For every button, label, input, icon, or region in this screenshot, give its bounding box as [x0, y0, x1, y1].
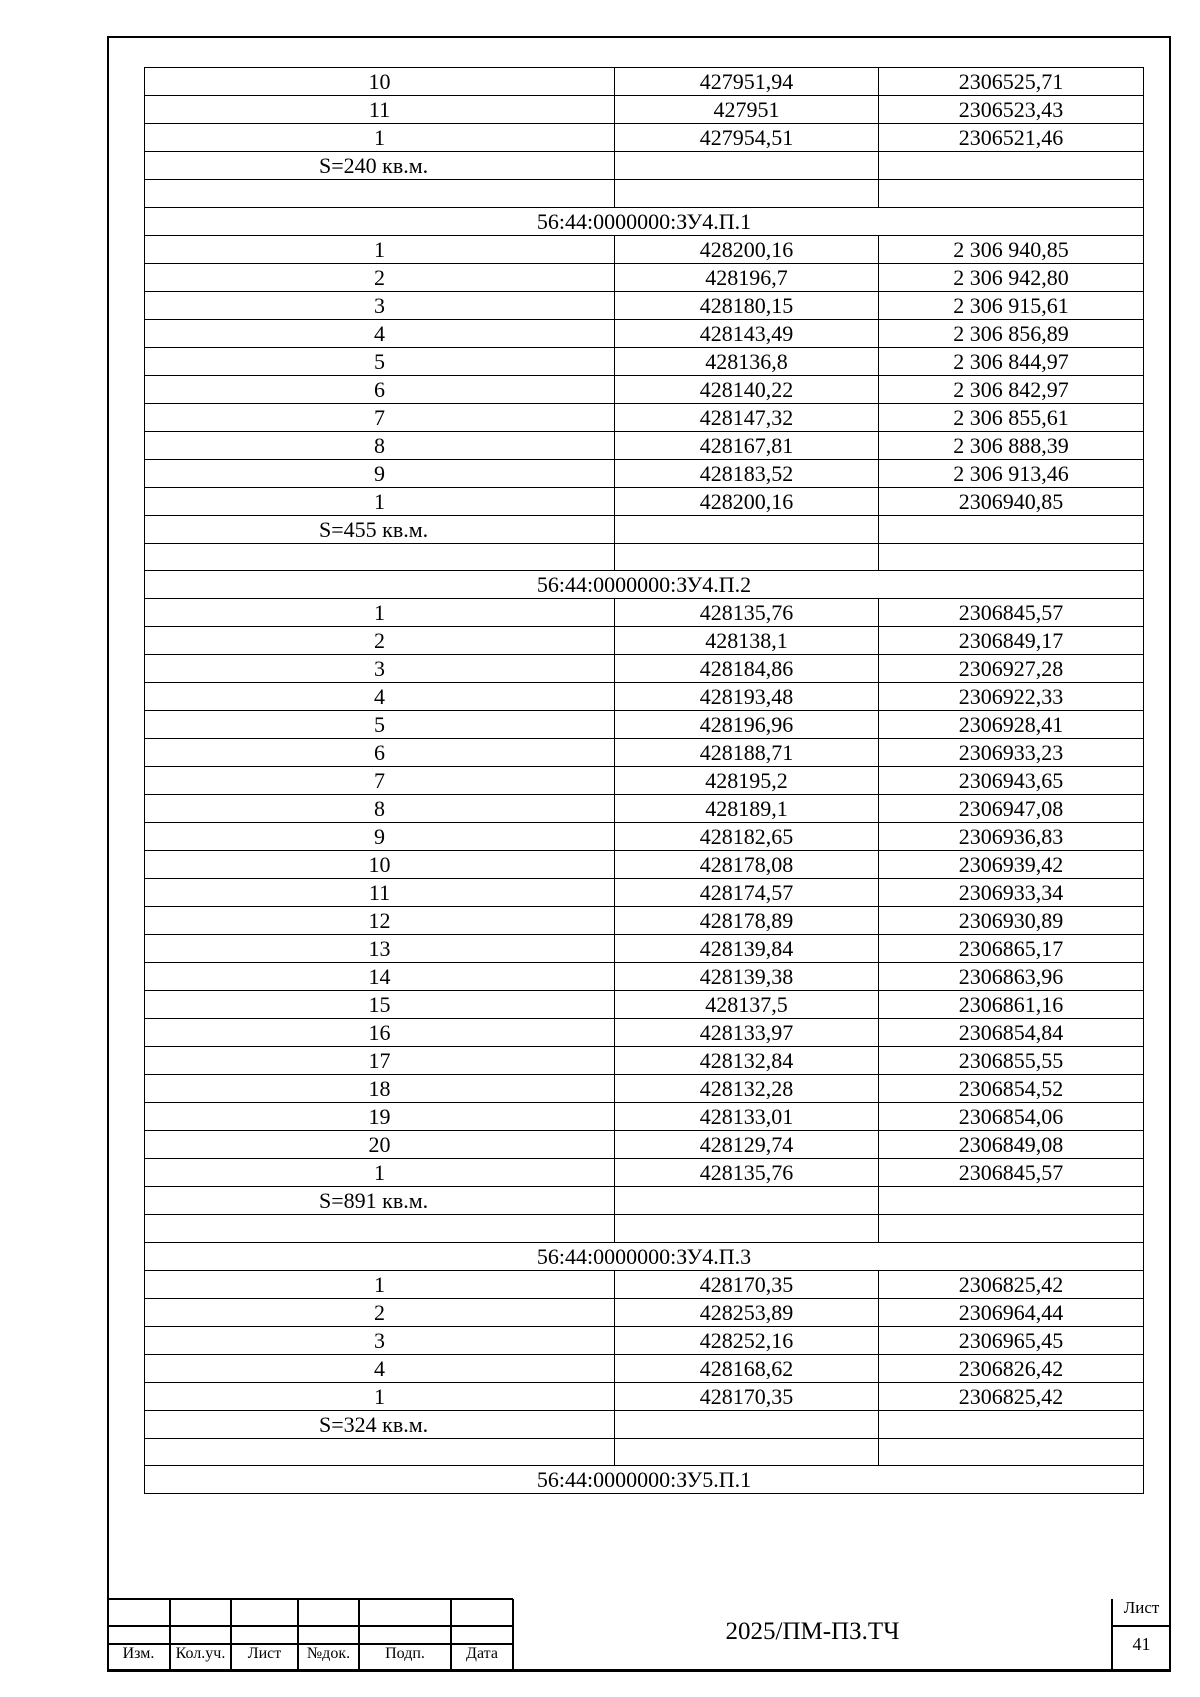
y-coordinate-cell: 2 306 842,97 [879, 375, 1144, 403]
point-number-cell: 7 [145, 403, 615, 431]
empty-cell [879, 1187, 1144, 1215]
empty-cell [879, 515, 1144, 543]
y-coordinate-cell: 2306936,83 [879, 823, 1144, 851]
point-number-cell: 9 [145, 459, 615, 487]
empty-cell [879, 1215, 1144, 1243]
y-coordinate-cell: 2 306 844,97 [879, 347, 1144, 375]
x-coordinate-cell: 427951,94 [615, 68, 879, 96]
y-coordinate-cell: 2306927,28 [879, 655, 1144, 683]
table-row [145, 1047, 1144, 1075]
y-coordinate-cell: 2306855,55 [879, 1047, 1144, 1075]
x-coordinate-cell: 428195,2 [615, 767, 879, 795]
empty-cell [615, 515, 879, 543]
point-number-cell: 8 [145, 431, 615, 459]
x-coordinate-cell: 428133,97 [615, 1019, 879, 1047]
table-row [145, 263, 1144, 291]
table-row [145, 935, 1144, 963]
table-row [145, 375, 1144, 403]
stamp-kol-uch-label: Кол.уч. [175, 1645, 226, 1662]
table-row [145, 1019, 1144, 1047]
table-row [145, 1103, 1144, 1131]
table-row [145, 431, 1144, 459]
stamp-data-label: Дата [466, 1645, 498, 1662]
y-coordinate-cell: 2306845,57 [879, 1159, 1144, 1187]
x-coordinate-cell: 428170,35 [615, 1270, 879, 1298]
y-coordinate-cell: 2306825,42 [879, 1382, 1144, 1410]
table-row [145, 739, 1144, 767]
x-coordinate-cell: 428189,1 [615, 795, 879, 823]
document-code: 2025/ПМ-ПЗ.ТЧ [725, 1618, 900, 1645]
point-number-cell: 6 [145, 375, 615, 403]
table-row [145, 851, 1144, 879]
empty-cell [615, 1438, 879, 1466]
x-coordinate-cell: 428170,35 [615, 1382, 879, 1410]
stamp-list-label: Лист [247, 1645, 282, 1662]
x-coordinate-cell: 428138,1 [615, 627, 879, 655]
table-row [145, 823, 1144, 851]
table-row [145, 487, 1144, 515]
area-row [145, 515, 1144, 543]
table-row [145, 68, 1144, 96]
area-row [145, 152, 1144, 180]
x-coordinate-cell: 428136,8 [615, 347, 879, 375]
parcel-id-header: 56:44:0000000:ЗУ4.П.2 [145, 571, 1144, 599]
empty-cell [879, 180, 1144, 208]
section-header-row [145, 571, 1144, 599]
empty-cell [615, 1187, 879, 1215]
x-coordinate-cell: 428140,22 [615, 375, 879, 403]
empty-cell [615, 1410, 879, 1438]
point-number-cell: 20 [145, 1131, 615, 1159]
table-row [145, 711, 1144, 739]
point-number-cell: 4 [145, 683, 615, 711]
point-number-cell: 9 [145, 823, 615, 851]
blank-row [145, 1438, 1144, 1466]
x-coordinate-cell: 428135,76 [615, 1159, 879, 1187]
x-coordinate-cell: 428184,86 [615, 655, 879, 683]
empty-cell [879, 1410, 1144, 1438]
x-coordinate-cell: 428252,16 [615, 1326, 879, 1354]
table-row [145, 347, 1144, 375]
x-coordinate-cell: 428139,84 [615, 935, 879, 963]
point-number-cell: 7 [145, 767, 615, 795]
stamp-izm-label: Изм. [122, 1645, 155, 1662]
x-coordinate-cell: 427951 [615, 96, 879, 124]
empty-cell [879, 152, 1144, 180]
x-coordinate-cell: 428147,32 [615, 403, 879, 431]
x-coordinate-cell: 428168,62 [615, 1354, 879, 1382]
area-row [145, 1187, 1144, 1215]
x-coordinate-cell: 428137,5 [615, 991, 879, 1019]
table-row [145, 907, 1144, 935]
empty-cell [145, 1215, 615, 1243]
stamp-podp-label: Подп. [385, 1645, 425, 1662]
table-row [145, 991, 1144, 1019]
table-row [145, 767, 1144, 795]
table-row [145, 1354, 1144, 1382]
x-coordinate-cell: 428143,49 [615, 319, 879, 347]
y-coordinate-cell: 2306854,84 [879, 1019, 1144, 1047]
y-coordinate-cell: 2306521,46 [879, 124, 1144, 152]
x-coordinate-cell: 428183,52 [615, 459, 879, 487]
x-coordinate-cell: 428200,16 [615, 487, 879, 515]
point-number-cell: 17 [145, 1047, 615, 1075]
empty-cell [145, 1438, 615, 1466]
point-number-cell: 1 [145, 1159, 615, 1187]
y-coordinate-cell: 2306845,57 [879, 599, 1144, 627]
point-number-cell: 2 [145, 1298, 615, 1326]
table-row [145, 683, 1144, 711]
y-coordinate-cell: 2306861,16 [879, 991, 1144, 1019]
x-coordinate-cell: 428196,7 [615, 263, 879, 291]
table-row [145, 1159, 1144, 1187]
empty-cell [879, 1438, 1144, 1466]
x-coordinate-cell: 428129,74 [615, 1131, 879, 1159]
table-row [145, 96, 1144, 124]
y-coordinate-cell: 2306525,71 [879, 68, 1144, 96]
empty-cell [615, 152, 879, 180]
point-number-cell: 14 [145, 963, 615, 991]
table-row [145, 655, 1144, 683]
sheet-label: Лист [1123, 1598, 1160, 1617]
y-coordinate-cell: 2306933,34 [879, 879, 1144, 907]
x-coordinate-cell: 428139,38 [615, 963, 879, 991]
empty-cell [145, 180, 615, 208]
point-number-cell: 4 [145, 1354, 615, 1382]
table-row [145, 403, 1144, 431]
point-number-cell: 5 [145, 711, 615, 739]
y-coordinate-cell: 2 306 942,80 [879, 263, 1144, 291]
y-coordinate-cell: 2306825,42 [879, 1270, 1144, 1298]
area-cell: S=240 кв.м. [145, 152, 615, 180]
y-coordinate-cell: 2306863,96 [879, 963, 1144, 991]
point-number-cell: 5 [145, 347, 615, 375]
x-coordinate-cell: 428182,65 [615, 823, 879, 851]
y-coordinate-cell: 2 306 915,61 [879, 291, 1144, 319]
point-number-cell: 1 [145, 599, 615, 627]
x-coordinate-cell: 428196,96 [615, 711, 879, 739]
x-coordinate-cell: 428133,01 [615, 1103, 879, 1131]
point-number-cell: 1 [145, 1270, 615, 1298]
parcel-id-header: 56:44:0000000:ЗУ4.П.1 [145, 207, 1144, 235]
y-coordinate-cell: 2306865,17 [879, 935, 1144, 963]
x-coordinate-cell: 428253,89 [615, 1298, 879, 1326]
y-coordinate-cell: 2306854,06 [879, 1103, 1144, 1131]
coordinates-table [144, 67, 1144, 1494]
table-row [145, 124, 1144, 152]
point-number-cell: 1 [145, 124, 615, 152]
parcel-id-header: 56:44:0000000:ЗУ4.П.3 [145, 1242, 1144, 1270]
point-number-cell: 18 [145, 1075, 615, 1103]
point-number-cell: 10 [145, 851, 615, 879]
y-coordinate-cell: 2306965,45 [879, 1326, 1144, 1354]
y-coordinate-cell: 2306964,44 [879, 1298, 1144, 1326]
y-coordinate-cell: 2306930,89 [879, 907, 1144, 935]
point-number-cell: 1 [145, 487, 615, 515]
point-number-cell: 1 [145, 1382, 615, 1410]
table-row [145, 459, 1144, 487]
x-coordinate-cell: 428167,81 [615, 431, 879, 459]
y-coordinate-cell: 2306933,23 [879, 739, 1144, 767]
y-coordinate-cell: 2306849,17 [879, 627, 1144, 655]
y-coordinate-cell: 2306849,08 [879, 1131, 1144, 1159]
y-coordinate-cell: 2306939,42 [879, 851, 1144, 879]
y-coordinate-cell: 2306928,41 [879, 711, 1144, 739]
point-number-cell: 6 [145, 739, 615, 767]
table-row [145, 291, 1144, 319]
parcel-id-header: 56:44:0000000:ЗУ5.П.1 [145, 1466, 1144, 1494]
x-coordinate-cell: 428174,57 [615, 879, 879, 907]
table-row [145, 963, 1144, 991]
section-header-row [145, 1466, 1144, 1494]
x-coordinate-cell: 428132,28 [615, 1075, 879, 1103]
table-row [145, 1075, 1144, 1103]
y-coordinate-cell: 2306922,33 [879, 683, 1144, 711]
point-number-cell: 10 [145, 68, 615, 96]
blank-row [145, 543, 1144, 571]
area-cell: S=324 кв.м. [145, 1410, 615, 1438]
point-number-cell: 2 [145, 263, 615, 291]
x-coordinate-cell: 428193,48 [615, 683, 879, 711]
table-row [145, 1270, 1144, 1298]
section-header-row [145, 1242, 1144, 1270]
empty-cell [615, 180, 879, 208]
y-coordinate-cell: 2306523,43 [879, 96, 1144, 124]
area-row [145, 1410, 1144, 1438]
x-coordinate-cell: 428178,08 [615, 851, 879, 879]
y-coordinate-cell: 2306826,42 [879, 1354, 1144, 1382]
empty-cell [145, 543, 615, 571]
point-number-cell: 4 [145, 319, 615, 347]
point-number-cell: 16 [145, 1019, 615, 1047]
point-number-cell: 2 [145, 627, 615, 655]
table-row [145, 1131, 1144, 1159]
x-coordinate-cell: 428188,71 [615, 739, 879, 767]
y-coordinate-cell: 2 306 940,85 [879, 235, 1144, 263]
table-row [145, 627, 1144, 655]
table-row [145, 795, 1144, 823]
point-number-cell: 3 [145, 291, 615, 319]
y-coordinate-cell: 2 306 888,39 [879, 431, 1144, 459]
y-coordinate-cell: 2306943,65 [879, 767, 1144, 795]
x-coordinate-cell: 428180,15 [615, 291, 879, 319]
table-row [145, 319, 1144, 347]
x-coordinate-cell: 428135,76 [615, 599, 879, 627]
empty-cell [879, 543, 1144, 571]
area-cell: S=455 кв.м. [145, 515, 615, 543]
table-row [145, 1326, 1144, 1354]
y-coordinate-cell: 2 306 856,89 [879, 319, 1144, 347]
point-number-cell: 19 [145, 1103, 615, 1131]
table-row [145, 879, 1144, 907]
y-coordinate-cell: 2 306 913,46 [879, 459, 1144, 487]
stamp-ndok-label: №док. [306, 1645, 351, 1662]
point-number-cell: 3 [145, 655, 615, 683]
point-number-cell: 13 [145, 935, 615, 963]
table-row [145, 599, 1144, 627]
point-number-cell: 12 [145, 907, 615, 935]
y-coordinate-cell: 2 306 855,61 [879, 403, 1144, 431]
table-row [145, 1298, 1144, 1326]
point-number-cell: 15 [145, 991, 615, 1019]
blank-row [145, 1215, 1144, 1243]
x-coordinate-cell: 428200,16 [615, 235, 879, 263]
y-coordinate-cell: 2306947,08 [879, 795, 1144, 823]
x-coordinate-cell: 427954,51 [615, 124, 879, 152]
table-row [145, 1382, 1144, 1410]
point-number-cell: 3 [145, 1326, 615, 1354]
point-number-cell: 11 [145, 96, 615, 124]
point-number-cell: 1 [145, 235, 615, 263]
point-number-cell: 8 [145, 795, 615, 823]
empty-cell [615, 1215, 879, 1243]
x-coordinate-cell: 428132,84 [615, 1047, 879, 1075]
x-coordinate-cell: 428178,89 [615, 907, 879, 935]
section-header-row [145, 207, 1144, 235]
y-coordinate-cell: 2306940,85 [879, 487, 1144, 515]
point-number-cell: 11 [145, 879, 615, 907]
table-row [145, 235, 1144, 263]
y-coordinate-cell: 2306854,52 [879, 1075, 1144, 1103]
blank-row [145, 180, 1144, 208]
sheet-number: 41 [1132, 1634, 1151, 1654]
area-cell: S=891 кв.м. [145, 1187, 615, 1215]
empty-cell [615, 543, 879, 571]
